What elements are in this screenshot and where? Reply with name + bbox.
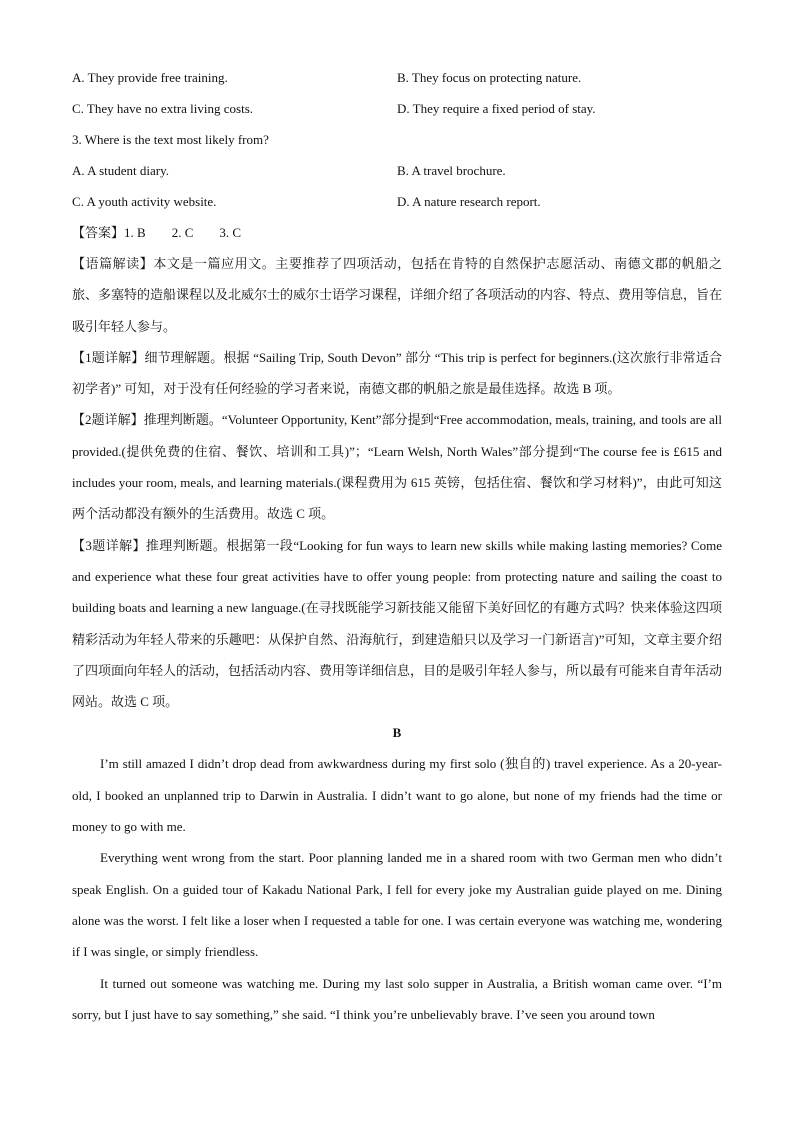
passage-paragraph-2: Everything went wrong from the start. Poor planning landed me in a shared room with two German men who didn’t speak English. On a guided tour of Kakadu National Park, I fell for every joke my Australian guide played on me. Dining alone was the worst. I felt like a loser when I requested a table for one. I was certain everyone was watching me, wondering if I was single, or simply friendless. bbox=[72, 850, 722, 960]
q2-option-a: A. They provide free training. bbox=[72, 69, 228, 85]
q1-text: 细节理解题。根据 “Sailing Trip, South Devon” 部分 “This trip is perfect for beginners.(这次旅行非常适合初学者)” 可知，对于没有任何经验的学习者来说，南德文郡的帆船之旅是最佳选择。故选 B 项。 bbox=[72, 349, 722, 397]
q1-explanation bbox=[72, 342, 722, 405]
q2-option-c: C. They have no extra living costs. bbox=[72, 100, 254, 116]
q3-options-row-2 bbox=[72, 186, 722, 217]
q3-option-d: D. A nature research report. bbox=[397, 193, 541, 209]
answer-1: 1. B bbox=[124, 225, 146, 240]
q2-option-b: B. They focus on protecting nature. bbox=[397, 69, 582, 85]
overview-text: 本文是一篇应用文。主要推荐了四项活动，包括在肯特的自然保护志愿活动、南德文郡的帆船之旅、多塞特的造船课程以及北威尔士的威尔士语学习课程，详细介绍了各项活动的内容、特点、费用等信息，旨在吸引年轻人参与。 bbox=[72, 256, 723, 334]
passage-paragraph-3: It turned out someone was watching me. During my last solo supper in Australia, a British woman came over. “I’m sorry, but I just have to say something,” she said. “I think you’re unbelievably brave. I’ve seen you around town bbox=[72, 975, 722, 1022]
document-page bbox=[72, 62, 722, 1030]
q3-explanation bbox=[72, 530, 722, 718]
passage-paragraph-1: I’m still amazed I didn’t drop dead from awkwardness during my first solo (独自的) travel experience. As a 20-year-old, I booked an unplanned trip to Darwin in Australia. I didn’t want to go alone, but none of my friends had the time or money to go with me. bbox=[72, 756, 722, 835]
q3-label: 【3题详解】 bbox=[72, 537, 146, 553]
q2-option-d: D. They require a fixed period of stay. bbox=[397, 100, 596, 116]
q3-option-c: C. A youth activity website. bbox=[72, 193, 217, 209]
q3-text: 推理判断题。根据第一段“Looking for fun ways to learn new skills while making lasting memories? Come and experience what these four great activities have to offer young people: from protecting nature and sailing the coast to building boats and learning a new language.(在寻找既能学习新技能又能留下美好回忆的有趣方式吗？快来体验这四项精彩活动为年轻人带来的乐趣吧：从保护自然、沿海航行，到建造船只以及学习一门新语言)”可知，文章主要介绍了四项面向年轻人的活动，包括活动内容、费用等详细信息，目的是吸引年轻人参与，所以最有可能来自青年活动网站。故选 C 项。 bbox=[72, 537, 723, 710]
q3-options-row-1 bbox=[72, 155, 722, 186]
overview-label: 【语篇解读】 bbox=[72, 256, 154, 271]
overview-paragraph bbox=[72, 248, 722, 342]
q1-label: 【1题详解】 bbox=[72, 349, 145, 365]
q2-options-row-1 bbox=[72, 62, 722, 93]
q2-explanation bbox=[72, 404, 722, 529]
q2-label: 【2题详解】 bbox=[72, 412, 144, 428]
q3-option-b: B. A travel brochure. bbox=[397, 162, 506, 178]
q3-option-a: A. A student diary. bbox=[72, 162, 170, 178]
answer-3: 3. C bbox=[219, 225, 242, 240]
answer-2: 2. C bbox=[171, 225, 194, 240]
q2-text: 推理判断题。“Volunteer Opportunity, Kent”部分提到“Free accommodation, meals, training, and tools are all provided.(提供免费的住宿、餐饮、培训和工具)”；“Learn Welsh, North Wales”部分提到“The course fee is £615 and includes your room, meals, and learning materials.(课程费用为 615 英镑，包括住宿、餐饮和学习材料)”，由此可知这两个活动都没有额外的生活费用。故选 C 项。 bbox=[72, 412, 722, 522]
answer-line bbox=[72, 217, 722, 248]
answer-label: 【答案】 bbox=[72, 225, 125, 240]
section-b-title: B bbox=[392, 725, 402, 741]
q3-stem: 3. Where is the text most likely from? bbox=[72, 132, 269, 147]
q2-options-row-2 bbox=[72, 93, 722, 124]
